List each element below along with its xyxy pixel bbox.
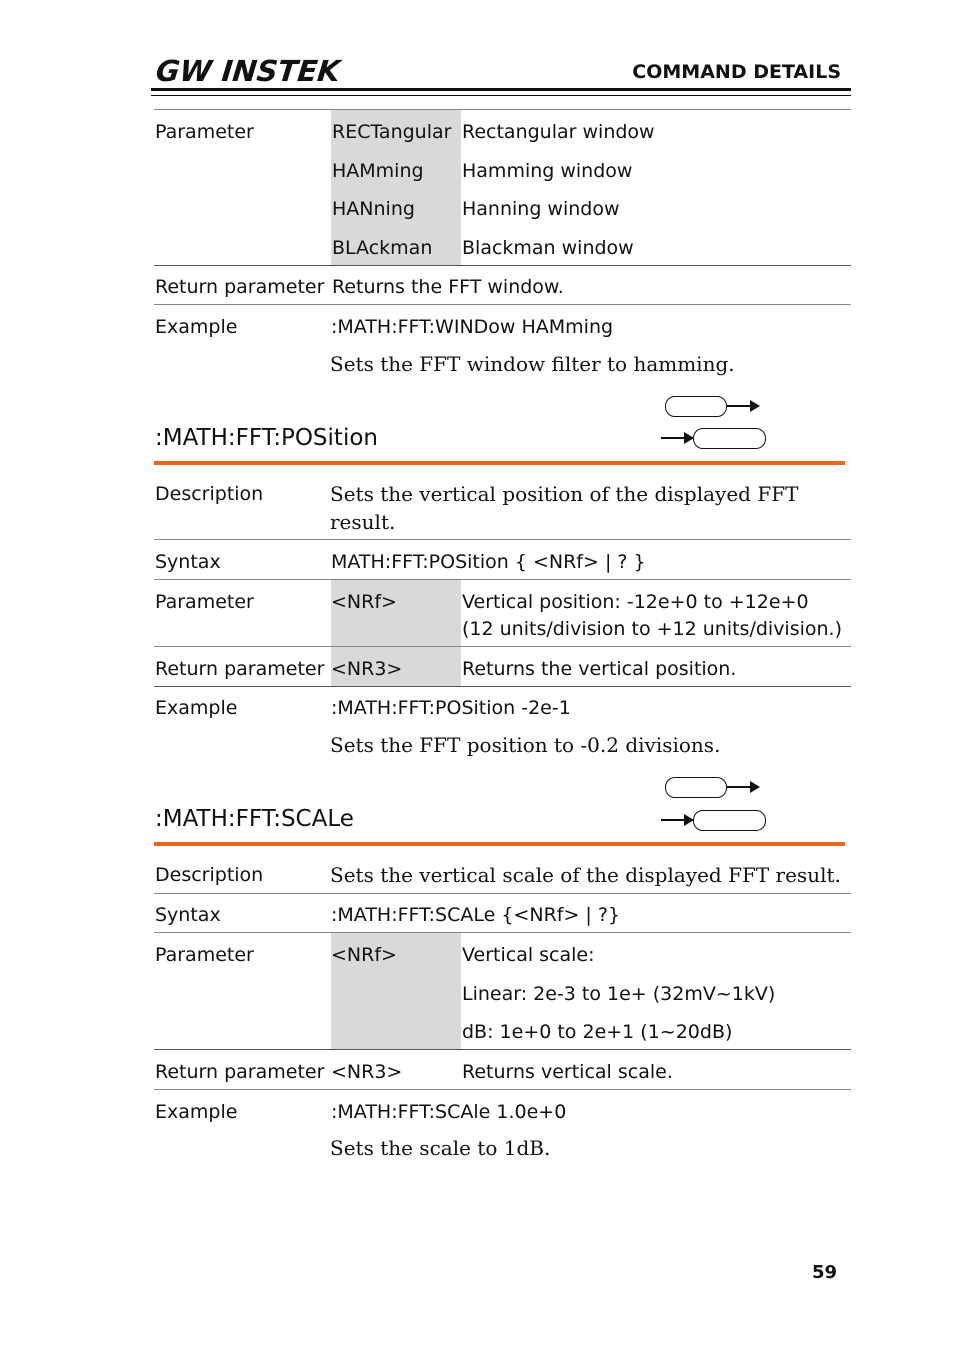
- set-arrow-line: [727, 786, 751, 788]
- option-code: HANning: [332, 198, 415, 220]
- option-desc: Blackman window: [462, 237, 634, 259]
- return-description: Returns vertical scale.: [462, 1061, 673, 1083]
- syntax-value: :MATH:FFT:SCALe {<NRf> | ?}: [331, 904, 621, 926]
- query-arrow-line: [661, 819, 685, 821]
- row-divider: [154, 539, 851, 540]
- option-code: BLAckman: [332, 237, 433, 259]
- return-label: Return parameter: [155, 658, 325, 680]
- row-divider: [154, 686, 851, 687]
- set-arrow-line: [727, 405, 751, 407]
- set-command-icon: [665, 777, 727, 798]
- param-code: <NRf>: [331, 944, 397, 966]
- command-heading: :MATH:FFT:POSition: [155, 425, 378, 451]
- set-arrow-head: [750, 400, 760, 412]
- query-command-icon: [693, 428, 766, 449]
- set-arrow-head: [750, 781, 760, 793]
- header-rule: [151, 88, 851, 91]
- return-code: <NR3>: [331, 658, 403, 680]
- option-code: RECTangular: [332, 121, 452, 143]
- option-desc: Hamming window: [462, 160, 633, 182]
- set-command-icon: [665, 396, 727, 417]
- row-divider: [154, 1089, 851, 1090]
- heading-underline: [154, 842, 845, 846]
- brand-logo: GW INSTEK: [154, 54, 342, 88]
- syntax-label: Syntax: [155, 904, 221, 926]
- command-heading: :MATH:FFT:SCALe: [155, 806, 354, 832]
- example-command: :MATH:FFT:POSition -2e-1: [331, 697, 571, 719]
- syntax-value: MATH:FFT:POSition { <NRf> | ? }: [331, 551, 646, 573]
- syntax-label: Syntax: [155, 551, 221, 573]
- example-label: Example: [155, 316, 238, 338]
- page-number: 59: [812, 1262, 838, 1283]
- query-arrow-line: [661, 437, 685, 439]
- header-rule-thin: [151, 95, 851, 96]
- table-top-rule: [154, 109, 851, 110]
- heading-underline: [154, 461, 845, 465]
- return-label: Return parameter: [155, 276, 325, 298]
- return-value: Returns the FFT window.: [332, 276, 564, 298]
- description-label: Description: [155, 864, 264, 886]
- query-command-icon: [693, 810, 766, 831]
- param-description: Linear: 2e-3 to 1e+ (32mV~1kV): [462, 983, 776, 1005]
- row-divider: [154, 304, 851, 305]
- example-label: Example: [155, 1101, 238, 1123]
- param-description: Vertical scale:: [462, 944, 595, 966]
- return-description: Returns the vertical position.: [462, 658, 737, 680]
- example-description: Sets the FFT position to -0.2 divisions.: [330, 733, 721, 757]
- example-description: Sets the scale to 1dB.: [330, 1136, 551, 1160]
- row-divider: [154, 1049, 851, 1050]
- row-divider: [154, 932, 851, 933]
- option-code: HAMming: [332, 160, 424, 182]
- description-line: Sets the vertical position of the displayed FFT: [330, 482, 799, 506]
- example-label: Example: [155, 697, 238, 719]
- param-code: <NRf>: [331, 591, 397, 613]
- example-command: :MATH:FFT:SCAle 1.0e+0: [331, 1101, 567, 1123]
- return-label: Return parameter: [155, 1061, 325, 1083]
- row-divider: [154, 579, 851, 580]
- section-title: COMMAND DETAILS: [632, 61, 841, 83]
- example-description: Sets the FFT window filter to hamming.: [330, 352, 735, 376]
- row-divider: [154, 646, 851, 647]
- param-label: Parameter: [155, 121, 254, 143]
- return-code: <NR3>: [331, 1061, 403, 1083]
- option-desc: Hanning window: [462, 198, 620, 220]
- row-divider: [154, 893, 851, 894]
- param-description: (12 units/division to +12 units/division.): [462, 618, 843, 640]
- param-label: Parameter: [155, 944, 254, 966]
- param-label: Parameter: [155, 591, 254, 613]
- description-line: Sets the vertical scale of the displayed FFT result.: [330, 863, 841, 887]
- description-line: result.: [330, 510, 396, 534]
- description-label: Description: [155, 483, 264, 505]
- option-desc: Rectangular window: [462, 121, 655, 143]
- row-divider: [154, 265, 851, 266]
- example-command: :MATH:FFT:WINDow HAMming: [331, 316, 614, 338]
- param-description: dB: 1e+0 to 2e+1 (1~20dB): [462, 1021, 733, 1043]
- param-description: Vertical position: -12e+0 to +12e+0: [462, 591, 809, 613]
